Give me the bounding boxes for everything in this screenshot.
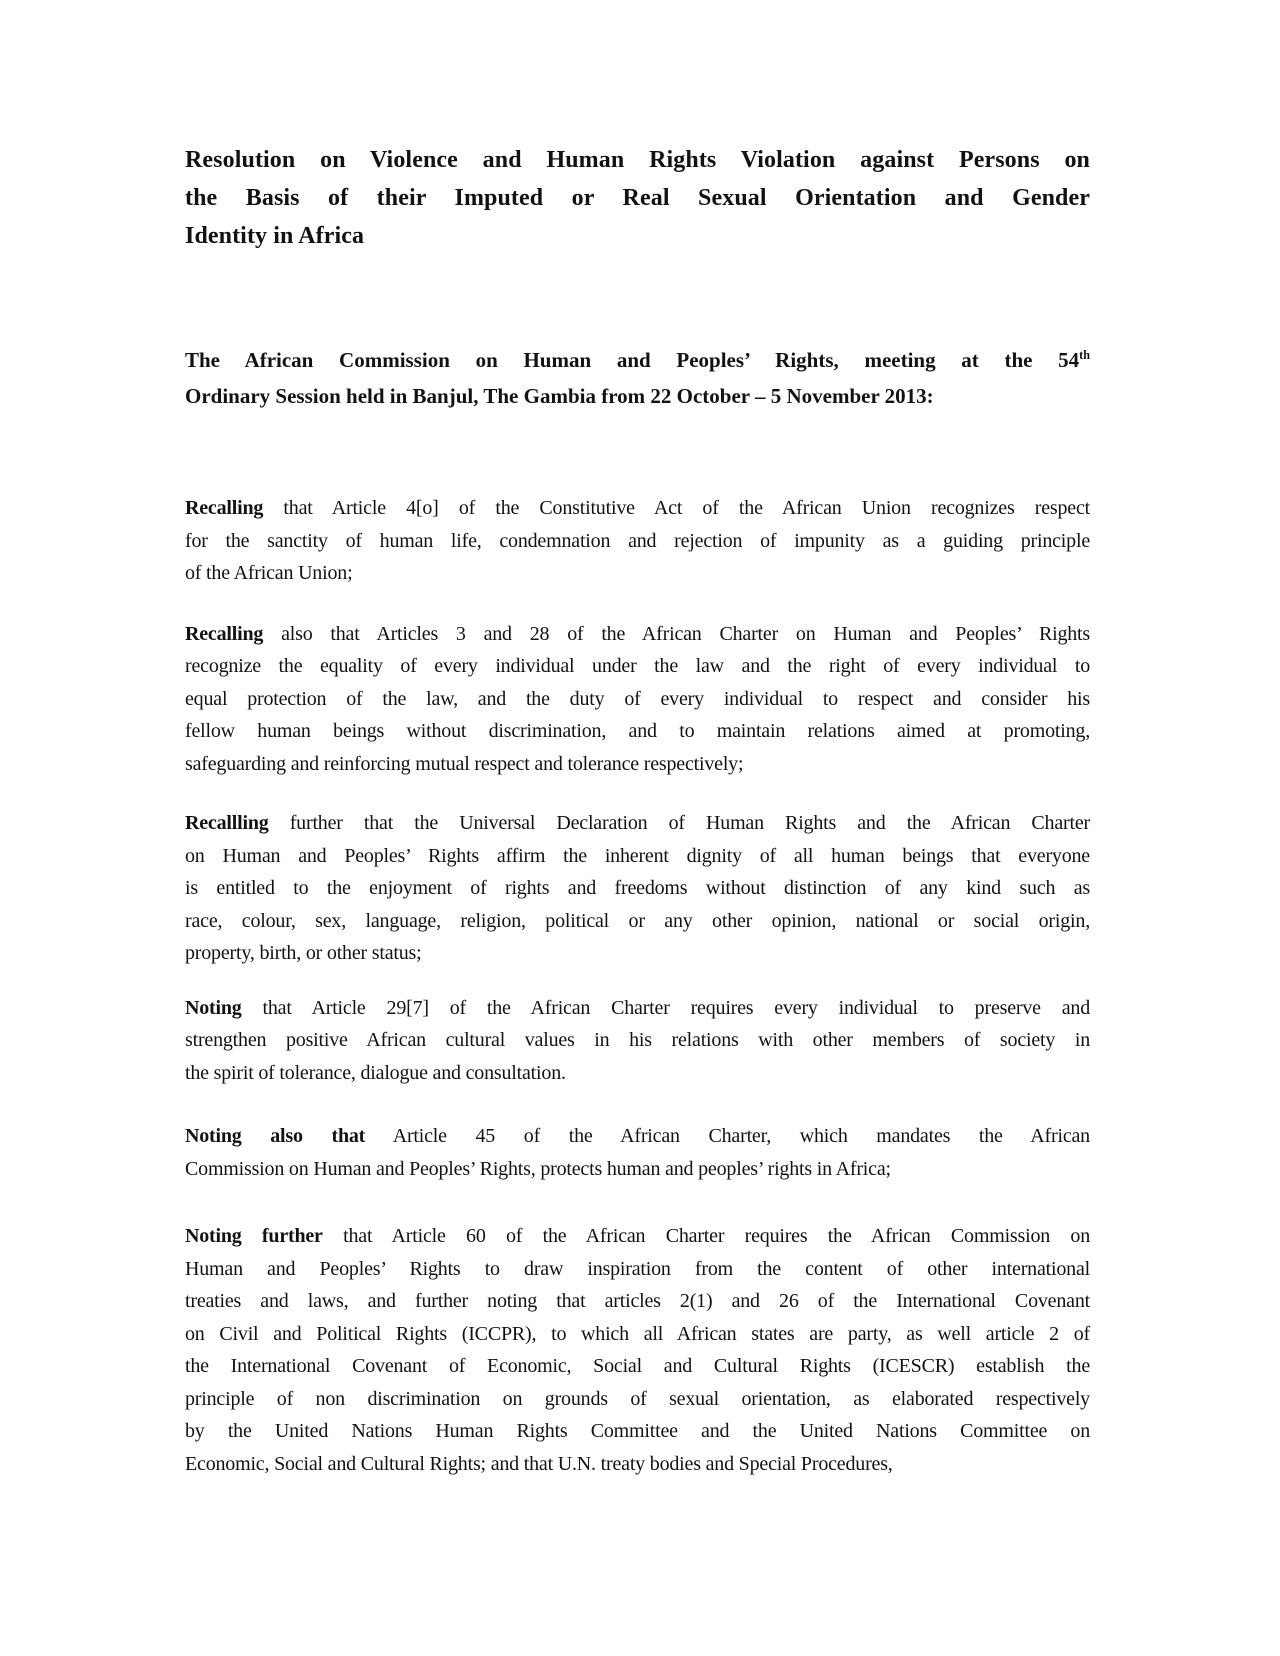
line-text: Article 45 of the African Charter, which mandates the African bbox=[365, 1125, 1090, 1147]
bold-lead-text: the Basis of their Imputed or Real Sexual Orientation and Gender bbox=[185, 185, 1090, 211]
line-text: treaties and laws, and further noting that articles 2(1) and 26 of the International Covenant bbox=[185, 1290, 1090, 1312]
line-text: on Civil and Political Rights (ICCPR), to which all African states are party, as well article 2 of bbox=[185, 1322, 1090, 1345]
line-text: further that the Universal Declaration of Human Rights and the African Charter bbox=[268, 812, 1090, 834]
recalling-2-line-2 bbox=[185, 650, 1090, 683]
line-text: on Human and Peoples’ Rights affirm the inherent dignity of all human beings that everyone bbox=[185, 844, 1090, 867]
paragraph-noting-3 bbox=[185, 1220, 1090, 1480]
ordinal-superscript: th bbox=[1079, 348, 1090, 362]
recalling-2-line-1 bbox=[185, 618, 1090, 651]
recalling-3-line-5 bbox=[185, 937, 1090, 970]
paragraph-noting-2 bbox=[185, 1120, 1090, 1185]
bold-lead-text: Recalling bbox=[185, 622, 264, 645]
title-line-1 bbox=[185, 141, 1090, 179]
noting-3-line-2 bbox=[185, 1253, 1090, 1286]
paragraph-noting-1 bbox=[185, 992, 1090, 1090]
line-text: the International Covenant of Economic, Social and Cultural Rights (ICESCR) establish the bbox=[185, 1355, 1090, 1377]
line-text: strengthen positive African cultural values in his relations with other members of society in bbox=[185, 1029, 1090, 1051]
line-text: race, colour, sex, language, religion, political or any other opinion, national or social origin, bbox=[185, 909, 1090, 932]
bold-lead-text: Ordinary Session held in Banjul, The Gambia from 22 October – 5 November 2013: bbox=[185, 384, 934, 408]
document-blocks bbox=[185, 141, 1090, 1480]
paragraph-recalling-2 bbox=[185, 618, 1090, 781]
paragraph-session-heading bbox=[185, 342, 1090, 414]
paragraph-recalling-1 bbox=[185, 492, 1090, 590]
line-text: safeguarding and reinforcing mutual respect and tolerance respectively; bbox=[185, 752, 744, 775]
line-text: by the United Nations Human Rights Committee and the United Nations Committee on bbox=[185, 1420, 1090, 1442]
recalling-2-line-3 bbox=[185, 683, 1090, 716]
line-text: Commission on Human and Peoples’ Rights, protects human and peoples’ rights in Africa; bbox=[185, 1157, 891, 1180]
recalling-2-line-5 bbox=[185, 748, 1090, 781]
line-text: that Article 29[7] of the African Charter requires every individual to preserve and bbox=[241, 996, 1090, 1019]
recalling-2-line-4 bbox=[185, 715, 1090, 748]
line-text: property, birth, or other status; bbox=[185, 942, 422, 964]
noting-3-line-1 bbox=[185, 1220, 1090, 1253]
bold-lead-text: Noting further bbox=[185, 1225, 323, 1247]
title-line-2 bbox=[185, 179, 1090, 217]
recalling-3-line-3 bbox=[185, 872, 1090, 905]
recalling-3-line-2 bbox=[185, 840, 1090, 873]
noting-1-line-1 bbox=[185, 992, 1090, 1025]
noting-3-line-3 bbox=[185, 1285, 1090, 1318]
title-line-3 bbox=[185, 217, 1090, 255]
recalling-3-line-4 bbox=[185, 905, 1090, 938]
session-heading-line-1 bbox=[185, 342, 1090, 378]
line-text: Economic, Social and Cultural Rights; and that U.N. treaty bodies and Special Procedures, bbox=[185, 1452, 893, 1475]
recalling-1-line-2 bbox=[185, 525, 1090, 558]
line-text: for the sanctity of human life, condemnation and rejection of impunity as a guiding principle bbox=[185, 529, 1090, 552]
noting-3-line-5 bbox=[185, 1350, 1090, 1383]
recalling-1-line-1 bbox=[185, 492, 1090, 525]
bold-lead-text: Resolution on Violence and Human Rights Violation against Persons on bbox=[185, 147, 1090, 173]
bold-lead-text: Recallling bbox=[185, 812, 269, 834]
line-text: Human and Peoples’ Rights to draw inspiration from the content of other international bbox=[185, 1257, 1090, 1280]
recalling-1-line-3 bbox=[185, 557, 1090, 590]
noting-3-line-7 bbox=[185, 1415, 1090, 1448]
noting-3-line-6 bbox=[185, 1383, 1090, 1416]
noting-3-line-8 bbox=[185, 1448, 1090, 1481]
line-text: recognize the equality of every individual under the law and the right of every individual to bbox=[185, 655, 1090, 677]
line-text: also that Articles 3 and 28 of the African Charter on Human and Peoples’ Rights bbox=[263, 622, 1090, 645]
paragraph-title bbox=[185, 141, 1090, 255]
bold-lead-text: Noting also that bbox=[185, 1125, 366, 1147]
line-text: principle of non discrimination on grounds of sexual orientation, as elaborated respectively bbox=[185, 1387, 1090, 1410]
noting-3-line-4 bbox=[185, 1318, 1090, 1351]
line-text: equal protection of the law, and the duty of every individual to respect and consider his bbox=[185, 687, 1090, 710]
bold-lead-text: Recalling bbox=[185, 497, 264, 519]
session-heading-line-2 bbox=[185, 378, 1090, 414]
line-text: that Article 4[o] of the Constitutive Act of the African Union recognizes respect bbox=[263, 497, 1090, 519]
recalling-3-line-1 bbox=[185, 807, 1090, 840]
noting-1-line-2 bbox=[185, 1024, 1090, 1057]
line-text: fellow human beings without discrimination, and to maintain relations aimed at promoting, bbox=[185, 720, 1090, 742]
noting-1-line-3 bbox=[185, 1057, 1090, 1090]
paragraph-recalling-3 bbox=[185, 807, 1090, 970]
bold-lead-text: Identity in Africa bbox=[185, 223, 365, 249]
noting-2-line-2 bbox=[185, 1153, 1090, 1186]
line-text: of the African Union; bbox=[185, 562, 353, 584]
line-text: the spirit of tolerance, dialogue and consultation. bbox=[185, 1061, 566, 1084]
line-text: is entitled to the enjoyment of rights and freedoms without distinction of any kind such as bbox=[185, 877, 1090, 899]
bold-lead-text: Noting bbox=[185, 996, 242, 1019]
line-text: that Article 60 of the African Charter requires the African Commission on bbox=[322, 1225, 1090, 1247]
noting-2-line-1 bbox=[185, 1120, 1090, 1153]
document-content bbox=[185, 0, 1090, 1480]
bold-lead-text: The African Commission on Human and Peoples’ Rights, meeting at the 54 bbox=[185, 348, 1080, 372]
